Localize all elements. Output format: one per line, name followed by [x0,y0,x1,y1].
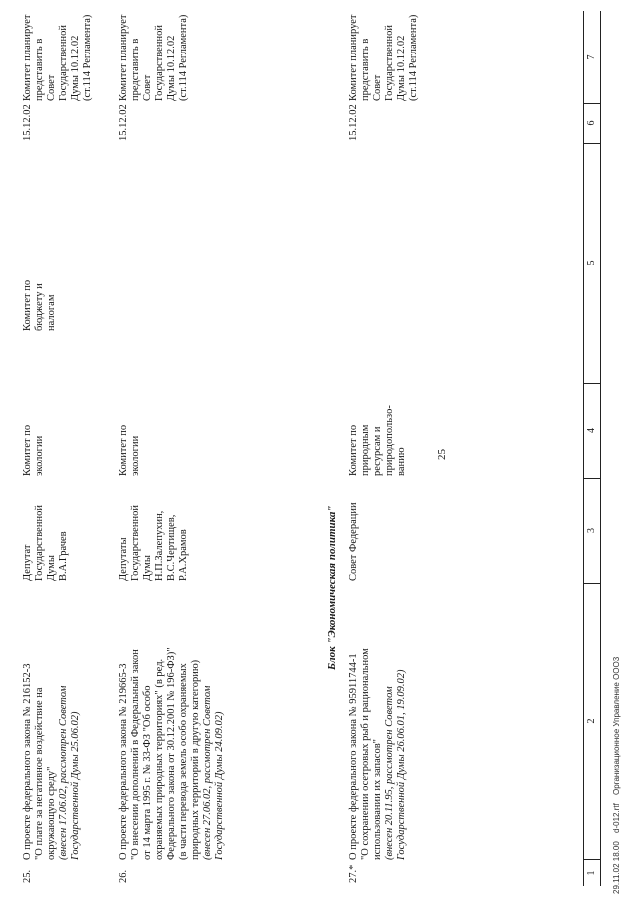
description-line: О проекте федерального закона № 219665-3 [118,663,129,860]
committee-line: Комитет по [22,424,33,476]
header-col-1: 1 [586,870,597,876]
row-status [348,11,420,101]
initiator-line: Думы [46,555,57,581]
committee-line: ресурсам и [372,426,383,476]
row-status [22,11,94,101]
status-line: Комитет планирует [118,14,129,101]
table-header [583,11,601,886]
committee-line: ванию [396,447,407,476]
status-line: Комитет планирует [22,14,33,101]
row-number: 25. [22,869,33,883]
footer-org: Организационное Управление ООО3 [612,656,621,795]
section-title: Блок "Экономическая политика" [326,505,338,670]
status-line: Думы 10.12.02 [396,35,407,101]
page-number: 25 [436,449,448,460]
row-date: 15.12.02 [22,104,33,141]
status-line: (ст.114 Регламента) [408,14,419,101]
description-line: "О плате за негативное воздействие на [34,687,45,860]
status-line: Государственной [384,25,395,101]
status-line: Государственной [154,25,165,101]
initiator-line: Государственной [34,505,45,581]
description-line: Федерального закона от 30.12.2001 № 196-ФЗ)" [166,647,177,860]
row-committee [22,386,46,476]
description-line: О проекте федерального закона № 95911744-1 [348,653,359,860]
description-line: "О сохранении осетровых рыб и рациональном [360,648,371,860]
description-note: Государственной Думы 25.06.02) [70,711,81,860]
row-description [348,588,408,860]
description-line: природных территорий в другую категорию) [190,659,201,860]
row-number: 27.* [348,864,359,883]
committee-line: экологии [34,435,45,476]
row-description [118,588,226,860]
initiator-line: Н.П.Залепухин, [154,510,165,581]
row-committee [348,386,408,476]
description-note: (внесен 20.11.95, рассмотрен Советом [384,686,395,860]
header-col-2: 2 [584,583,600,860]
description-note: Государственной Думы 26.06.01, 19.09.02) [396,669,407,860]
row-status [118,11,190,101]
co-committee-line: налогам [46,294,57,331]
description-note: (внесен 27.06.02, рассмотрен Советом [202,685,213,860]
row-date: 15.12.02 [118,104,129,141]
row-number: 26. [118,869,129,883]
committee-line: Комитет по [118,424,129,476]
row-description [22,588,82,860]
header-col-6: 6 [584,103,600,144]
initiator-line: Депутат [22,544,33,581]
header-col-5: 5 [584,143,600,384]
status-line: представить в Совет [34,38,57,101]
initiator-line: В.С.Чертищев, [166,514,177,581]
description-line: использовании их запасов" [372,739,383,860]
page-footer [612,651,621,894]
footer-datetime: 29.11.02 18.00 [612,841,621,894]
description-line: "О внесении дополнений в Федеральный закон [130,649,141,860]
committee-line: природным [360,424,371,476]
row-initiator [118,481,190,581]
status-line: Думы 10.12.02 [70,35,81,101]
row-co-committee [22,241,58,331]
status-line: Государственной [58,25,69,101]
row-date: 15.12.02 [348,104,359,141]
description-line: окружающую среду" [46,766,57,860]
committee-line: Комитет по [348,424,359,476]
footer-filename: d-012.rtf [612,803,621,833]
committee-line: природопользо- [384,405,395,476]
row-initiator [348,481,360,581]
status-line: (ст.114 Регламента) [178,14,189,101]
row-initiator [22,481,70,581]
committee-line: экологии [130,435,141,476]
description-line: от 14 марта 1995 г. № 33-ФЗ "Об особо [142,685,153,860]
initiator-line: Государственной [130,505,141,581]
row-committee [118,386,142,476]
initiator-line: Совет Федерации [348,502,359,581]
description-line: О проекте федерального закона № 216152-3 [22,663,33,860]
initiator-line: Р.А.Храмов [178,529,189,581]
header-col-3: 3 [584,478,600,584]
co-committee-line: Комитет по [22,279,33,331]
status-line: представить в Совет [130,38,153,101]
description-line: охраняемых природных территориях" (в ред. [154,658,165,860]
co-committee-line: бюджету и [34,283,45,331]
header-col-7: 7 [584,11,600,104]
status-line: Думы 10.12.02 [166,35,177,101]
status-line: (ст.114 Регламента) [82,14,93,101]
description-note: Государственной Думы 24.09.02) [214,711,225,860]
initiator-line: Думы [142,555,153,581]
status-line: представить в Совет [360,38,383,101]
header-col-4: 4 [584,383,600,479]
status-line: Комитет планирует [348,14,359,101]
initiator-line: В.А.Грачев [58,531,69,581]
description-note: (внесен 17.06.02, рассмотрен Советом [58,685,69,860]
initiator-line: Депутаты [118,537,129,581]
description-line: (в части перевода земель особо охраняемых [178,663,189,860]
